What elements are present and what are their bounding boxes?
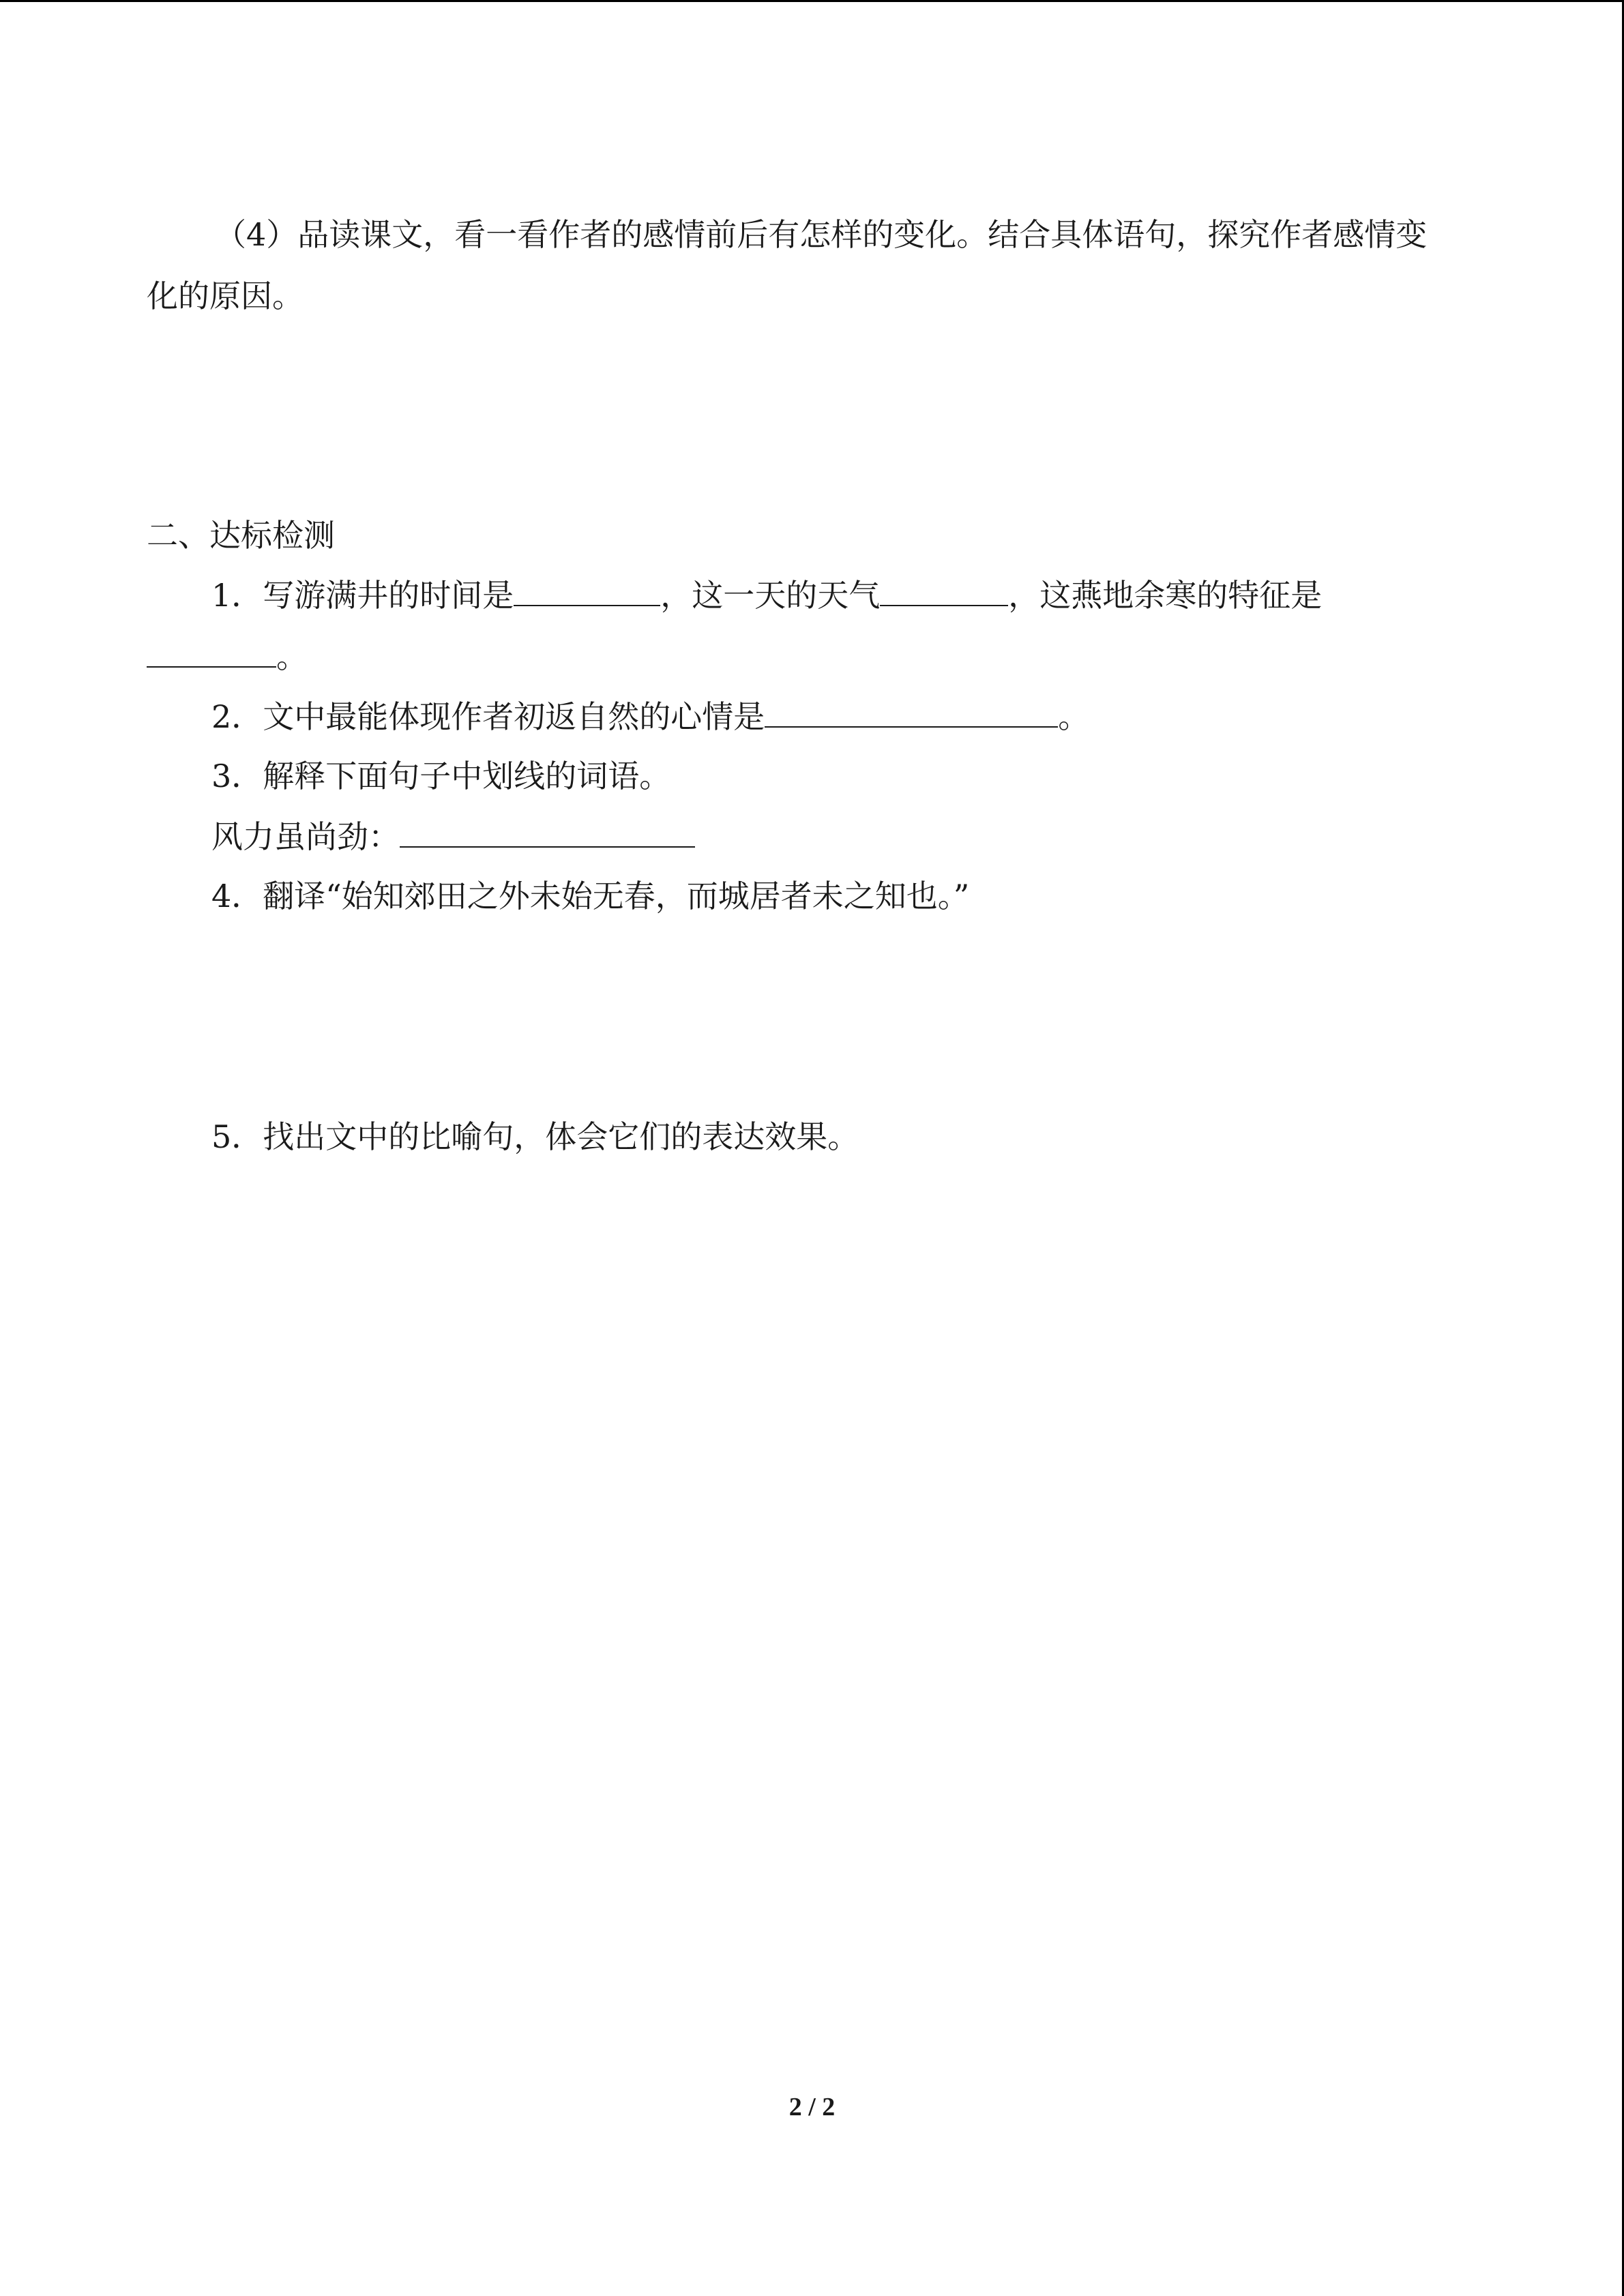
item-2-text: 2．文中最能体现作者初返自然的心情是 [211,698,765,735]
item-1-end: 。 [276,638,308,675]
page-number: 2 / 2 [788,2093,836,2121]
item-4-line: 4．翻译“始知郊田之外未始无春，而城居者未之知也。” [211,878,970,914]
item-1-text-part2: ，这一天的天气 [660,577,881,614]
page-border-top [0,0,1624,2]
item-2-blank[interactable] [765,696,1058,728]
item-1-line-1 [211,575,1322,616]
item-5-line: 5．找出文中的比喻句，体会它们的表达效果。 [211,1118,859,1155]
item-3-sub-line [211,816,695,857]
item-1-blank-feature[interactable] [147,636,276,668]
item-2-end: 。 [1058,698,1090,735]
item-2-line [211,696,1089,737]
item-3-line: 3．解释下面句子中划线的词语。 [211,758,671,794]
item-1-blank-weather[interactable] [880,575,1008,606]
item-1-text-part3: ，这燕地余寒的特征是 [1008,577,1323,614]
item-1-blank-time[interactable] [514,575,660,606]
section-heading: 二、达标检测 [147,517,335,554]
item-1-text-part1: 1．写游满井的时间是 [211,577,514,614]
q4-line-2: 化的原因。 [147,278,304,314]
item-3-blank[interactable] [400,816,695,848]
item-3-sub-label: 风力虽尚劲： [211,818,400,855]
q4-line-1: （4）品读课文，看一看作者的感情前后有怎样的变化。结合具体语句，探究作者感情变 [215,216,1428,253]
item-1-line-2 [147,636,308,677]
